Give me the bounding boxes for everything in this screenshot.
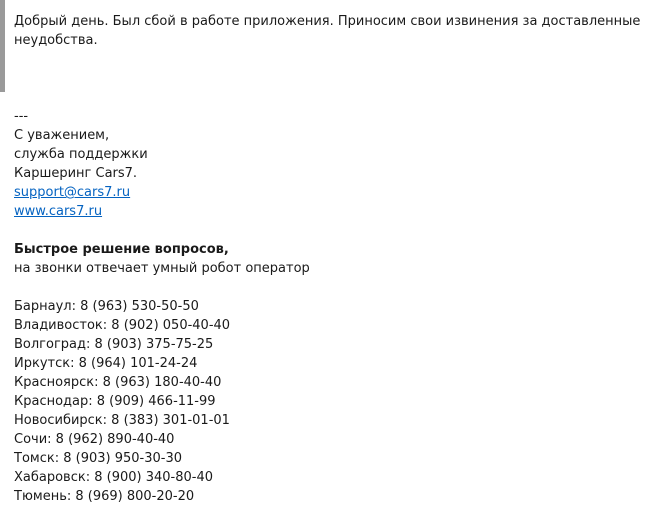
phone-item-vladivostok: Владивосток: 8 (902) 050-40-40: [14, 318, 231, 333]
phone-item-krasnoyarsk: Красноярск: 8 (963) 180-40-40: [14, 375, 222, 390]
support-email-link[interactable]: support@cars7.ru: [14, 185, 131, 200]
signature-separator: ---: [14, 109, 29, 124]
phone-item-volgograd: Волгоград: 8 (903) 375-75-25: [14, 337, 214, 352]
quick-heading: Быстрое решение вопросов,: [14, 242, 229, 257]
phone-item-tyumen: Тюмень: 8 (969) 800-20-20: [14, 489, 195, 504]
email-body: [14, 12, 654, 506]
signature-company: Каршеринг Cars7.: [14, 166, 138, 181]
phone-item-barnaul: Барнаул: 8 (963) 530-50-50: [14, 299, 199, 314]
quick-subtitle: на звонки отвечает умный робот оператор: [14, 261, 310, 276]
phone-item-khabarovsk: Хабаровск: 8 (900) 340-80-40: [14, 470, 214, 485]
phone-list: [14, 297, 654, 506]
quote-bar: [0, 0, 5, 92]
signature-team: служба поддержки: [14, 147, 148, 162]
phone-item-novosibirsk: Новосибирск: 8 (383) 301-01-01: [14, 413, 230, 428]
website-link[interactable]: www.cars7.ru: [14, 204, 103, 219]
message-line-1: Добрый день. Был сбой в работе приложения. Приносим свои извинения за доставленные: [14, 14, 641, 29]
message-line-2: неудобства.: [14, 33, 98, 48]
signature-regards: С уважением,: [14, 128, 110, 143]
phone-item-sochi: Сочи: 8 (962) 890-40-40: [14, 432, 175, 447]
phone-item-irkutsk: Иркутск: 8 (964) 101-24-24: [14, 356, 198, 371]
phone-item-krasnodar: Краснодар: 8 (909) 466-11-99: [14, 394, 216, 409]
phone-item-tomsk: Томск: 8 (903) 950-30-30: [14, 451, 182, 466]
